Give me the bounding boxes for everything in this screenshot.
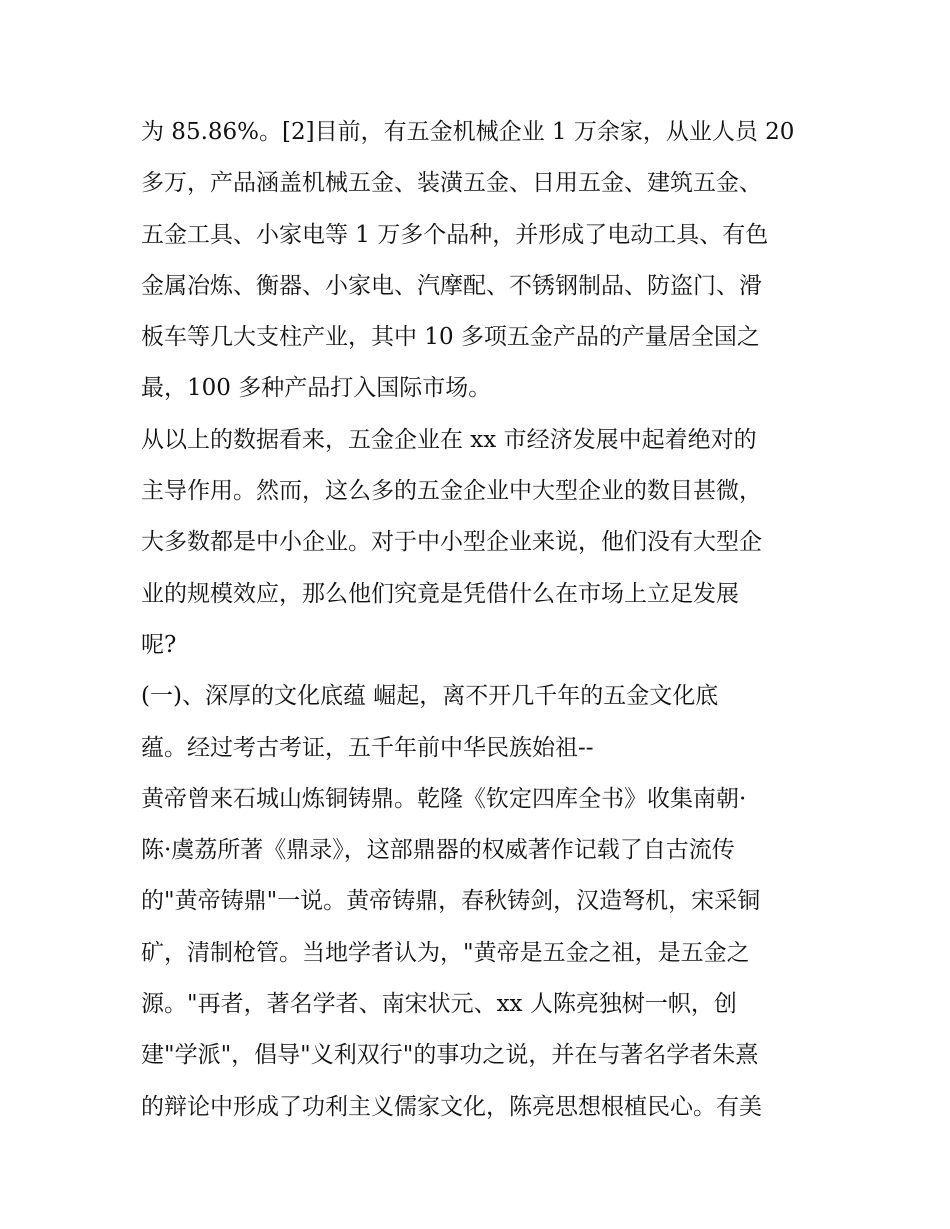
body-text — [141, 107, 821, 1133]
text-line: 主导作用。然而，这么多的五金企业中大型企业的数目甚微， — [141, 478, 762, 505]
text-line: 矿，清制枪管。当地学者认为，"黄帝是五金之祖，是五金之 — [141, 939, 750, 966]
text-line: 建"学派"，倡导"义利双行"的事功之说，并在与著名学者朱熹 — [141, 1042, 759, 1069]
text-line: 五金工具、小家电等 1 万多个品种，并形成了电动工具、有色 — [141, 221, 769, 248]
text-line: 呢? — [141, 631, 177, 658]
text-line: 从以上的数据看来，五金企业在 xx 市经济发展中起着绝对的 — [141, 426, 757, 453]
text-line: 源。"再者，著名学者、南宋状元、xx 人陈亮独树一帜，创 — [141, 991, 737, 1018]
text-line: 黄帝曾来石城山炼铜铸鼎。乾隆《钦定四库全书》收集南朝· — [141, 785, 747, 812]
text-line: 大多数都是中小企业。对于中小型企业来说，他们没有大型企 — [141, 529, 762, 556]
text-line: 多万，产品涵盖机械五金、装潢五金、日用五金、建筑五金、 — [141, 170, 762, 197]
text-line: 板车等几大支柱产业，其中 10 多项五金产品的产量居全国之 — [141, 324, 760, 351]
text-line: 的"黄帝铸鼎"一说。黄帝铸鼎，春秋铸剑，汉造弩机，宋采铜 — [141, 888, 761, 915]
text-line: 业的规模效应，那么他们究竟是凭借什么在市场上立足发展 — [141, 580, 739, 607]
text-line: 金属冶炼、衡器、小家电、汽摩配、不锈钢制品、防盗门、滑 — [141, 272, 762, 299]
text-line: 的辩论中形成了功利主义儒家文化，陈亮思想根植民心。有美 — [141, 1093, 762, 1120]
text-line: 为 85.86%。[2]目前，有五金机械企业 1 万余家，从业人员 20 — [141, 119, 795, 145]
text-line: 陈·虞荔所著《鼎录》，这部鼎器的权威著作记载了自古流传 — [141, 837, 735, 864]
text-line: 最，100 多种产品打入国际市场。 — [141, 375, 492, 402]
text-line: (一)、深厚的文化底蕴 崛起，离不开几千年的五金文化底 — [141, 683, 719, 710]
text-line: 蕴。经过考古考证，五千年前中华民族始祖-- — [141, 734, 594, 761]
